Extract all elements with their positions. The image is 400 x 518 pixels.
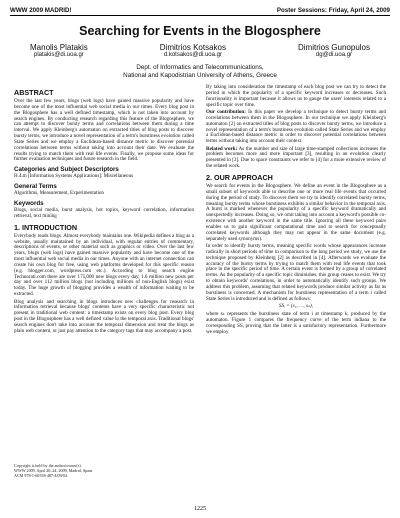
- author-name: Manolis Platakis: [30, 43, 88, 52]
- author-name: Dimitrios Kotsakos: [159, 43, 227, 52]
- general-terms-heading: General Terms: [14, 183, 57, 191]
- author-email: dg@di.uoa.gr: [315, 52, 353, 58]
- author-2: [160, 43, 226, 59]
- abstract-heading: ABSTRACT: [14, 88, 54, 97]
- approach-paragraph-2: In order to identify bursty terms, meaning specific words whose appearances increase radically in short periods of time in comparison to the long period we study, we use the technique proposed by Kleinberg [2] as described in [4]. Afterwards we evaluate the accuracy of the bursty terms by trying to match them with real life events that took place in the specific period of time. A certain event is formed by a group of correlated terms. As the popularity of a specific topic diminishes, this group ceases to exist. We try to obtain keywords' correlations, in order to automatically identify such groups. We address this problem, assuming that related keywords produce similar activity as far as burstiness is concerned. A mechanism for burstiness representation of a term i called State Series is introduced and is defined as follows:: [206, 243, 386, 302]
- right-column: [206, 85, 386, 337]
- general-terms-text: Algorithms, Measurement, Experimentation: [14, 190, 104, 197]
- paper-title: Searching for Events in the Blogosphere: [79, 24, 321, 38]
- approach-paragraph-3: where sₖ represents the burstiness state of term i at timestamp k, produced by the automaton. Figure 1 compares the frequency curve of the term indiana to the corresponding SSᵢ proving that the latter is a satisfactory representation. Furthermore we employ: [206, 311, 386, 335]
- author-1: [30, 43, 88, 59]
- copyright-notice: [14, 463, 194, 478]
- author-3: [298, 43, 370, 59]
- contribution-text: In this paper we develop a technique to detect bursty terms and correlations between them in the Blogosphere. In our technique we apply Kleinberg's automaton [2] on extracted titles of blog posts to discover bursty terms, we introduce a novel representation of a term's burstiness evolution called State Series and we employ a Euclidean-based distance metric in order to discover potential correlations between terms without taking into account their context.: [206, 108, 386, 145]
- page-number: 1225: [194, 506, 206, 512]
- running-header: [10, 7, 390, 16]
- introduction-paragraph-1: Everybody reads blogs. Almost everybody maintains one. Wikipedia defines a blog as a website, usually maintained by an individual, with regular entries of commentary, descriptions of events, or other material such as graphics or video. Over the last few years, blogs (web logs) have gained massive popularity and have become one of the most influential web social media in our times. Anyone with an internet connection can create his own blog for free, using web platforms developed for this specific reason (e.g. blogger.com, wordpress.com etc.). According to blog search engine Technorati.com there are over 175,000 new blogs every day, 1.6 million new posts per day and over 112 million blogs (not including millions of non-English blogs) exist today. The huge growth of blogging provides a wealth of information waiting to be extracted.: [14, 232, 194, 298]
- copyright-line-3: ACM 978-1-60558-487-4/09/04.: [14, 473, 68, 478]
- affiliation: [0, 64, 400, 79]
- categories-text: H.4.m [Information Systems Applications]: Miscellaneous: [14, 173, 134, 180]
- keywords-text: Blogs, social media, burst analysis, hot topics, keyword correlation, information retrieval, text mining: [14, 206, 194, 219]
- contribution-paragraph: [206, 110, 386, 145]
- left-column: [14, 85, 194, 336]
- header-left: WWW 2009 MADRID!: [10, 7, 72, 14]
- author-name: Dimitrios Gunopulos: [297, 43, 370, 52]
- approach-heading: 2. OUR APPROACH: [206, 173, 273, 182]
- author-email: d.kotsakos@di.uoa.gr: [163, 52, 222, 58]
- timestamp-paragraph: By taking into consideration the timestamp of each blog post we can try to detect the period in which the popularity of a specific keyword increases or decreases. Such functionality is important because it allows us to gauge the users' interests related to a specific topic over time.: [206, 84, 386, 108]
- author-email: platakis@di.uoa.gr: [34, 52, 84, 58]
- related-work-lead: Related work:: [206, 145, 238, 152]
- approach-paragraph-1: We search for events in the Blogosphere. We define an event in the Blogosphere as a small subset of keywords able to describe one or more real life events that occurred during the period of study. To discover them we try to identify correlated bursty terms, meaning bursty terms whose burstiness exhibits a similar behavior in the temporal axis. A burst is marked whenever the popularity of a specific keyword dramatically and unexpectedly increases. Doing so, we omit taking into account a keyword's possible co-existence with another keyword in the same title. Ignoring all these keyword pairs enables us to gain significant computational time and to search for conceptually correlated keywords although they may not appear in the same document (e.g. separately used synonyms).: [206, 183, 386, 242]
- affiliation-line-1: Dept. of Informatics and Telecommunications,: [136, 64, 264, 71]
- abstract-text: Over the last few years, blogs (web logs) have gained massive popularity and have become one of the most influential web social media in our times. Every blog post in the Blogosphere has a well defined timestamp, which is not taken into account by search engines. By conducting research regarding this feature of the Blogosphere, we can attempt to discover bursty terms and correlations between them during a time interval. We apply Kleinberg's automaton on extracted titles of blog posts to discover bursty terms, we introduce a novel representation of a term's burstiness evolution called State Series and we employ a Euclidean-based distance metric to discover potential correlations between terms without taking into account their date. We evaluate the results trying to match them with real life events. Finally, we propose some ideas for further evaluation techniques and future research in the field.: [14, 98, 194, 163]
- contribution-lead: Our contribution:: [206, 108, 246, 115]
- affiliation-line-2: National and Kapodistrian University of Athens, Greece: [123, 71, 277, 79]
- related-work-paragraph: [206, 147, 386, 170]
- author-list: [30, 43, 370, 59]
- copyright-line-1: Copyright is held by the author/owner(s).: [14, 463, 82, 468]
- copyright-line-2: WWW 2009, April 20–24, 2009, Madrid, Spain.: [14, 468, 94, 473]
- header-right: Poster Sessions: Friday, April 24, 2009: [276, 7, 390, 14]
- state-series-equation: SSᵢ = (s₁, …, sₙ),: [279, 303, 313, 310]
- introduction-heading: 1. INTRODUCTION: [14, 222, 78, 232]
- keywords-heading: Keywords: [14, 199, 44, 207]
- introduction-paragraph-2: Blog analysis and searching in blogs introduces new challenges for research in information retrieval because blogs' contents have a very specific characteristic not present in traditional web content: a timestamp exists on every blog post. Every blog post in the Blogosphere has a well defined value in the temporal axis. Traditional blogs' search engines don't take into account the temporal dimension and treat the blogs as plain web content, or just pay attention to the category tags that may accompany a post.: [14, 298, 194, 334]
- related-work-text: As the number and size of large time-stamped collections increases the problem becomes more and more important [3], resulting in an evolution clearly presented in [3]. Due to space constraints we refer to [4] for a more extensive review of the related work.: [206, 145, 386, 170]
- categories-heading: Categories and Subject Descriptors: [14, 166, 119, 174]
